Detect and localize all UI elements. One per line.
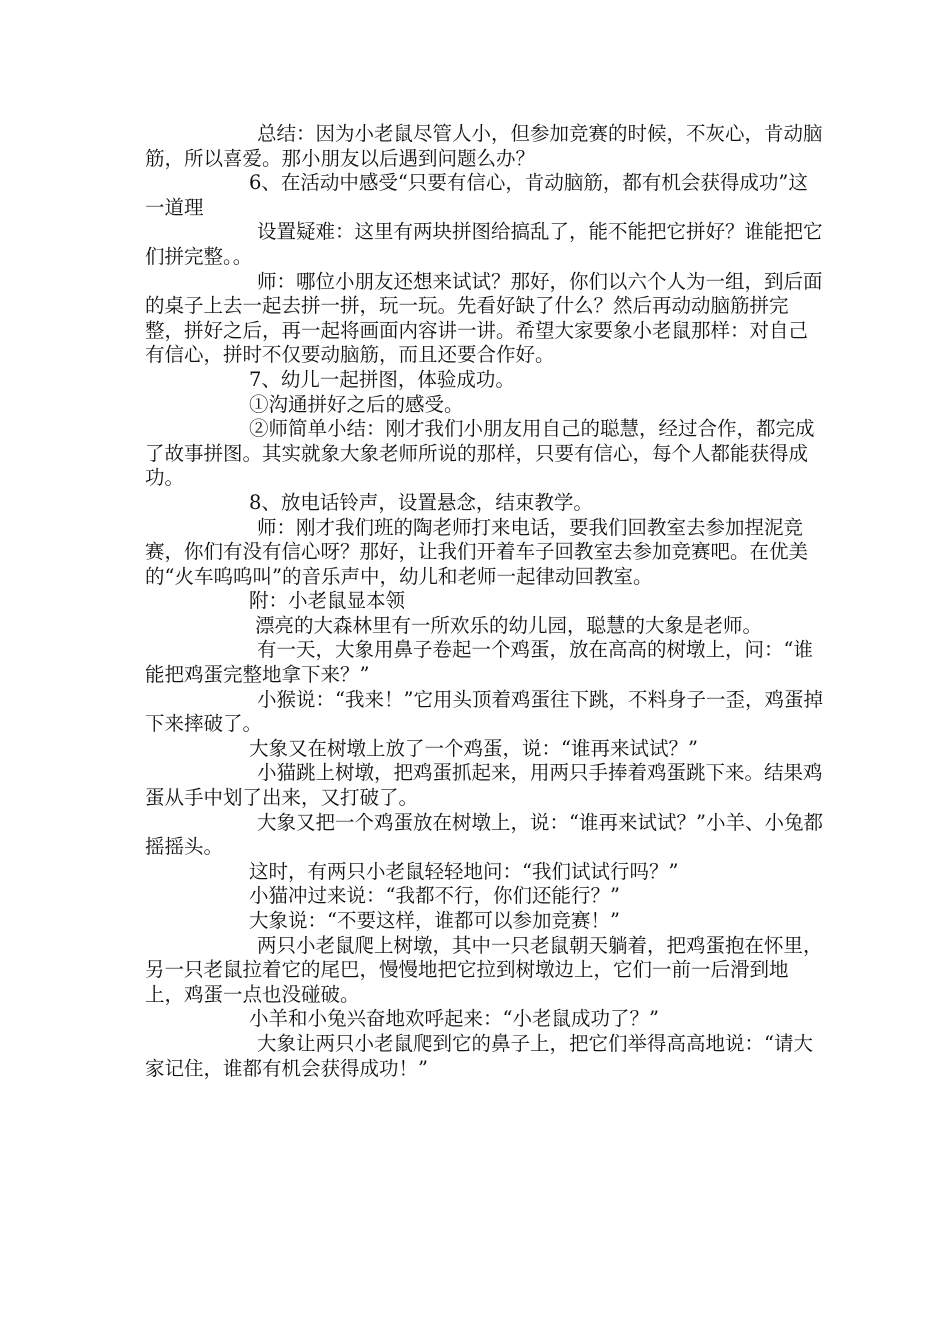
step-6-heading: 6、在活动中感受“只要有信心，肯动脑筋，都有机会获得成功”这一道理 xyxy=(145,171,808,219)
story-paragraph: 小猫冲过来说：“我都不行，你们还能行？” xyxy=(249,884,620,908)
step-7-heading: 7、幼儿一起拼图，体验成功。 xyxy=(249,367,515,391)
set-puzzle-paragraph: 设置疑难：这里有两块拼图给搞乱了，能不能把它拼好？谁能把它们拼完整。。 xyxy=(145,220,823,268)
appendix-title: 附：小老鼠显本领 xyxy=(249,589,406,613)
step-7-item-2: ②师简单小结：刚才我们小朋友用自己的聪慧，经过合作，都完成了故事拼图。其实就象大象老师所说的那样，只要有信心，每个人都能获得成功。 xyxy=(145,417,815,490)
story-paragraph: 大象说：“不要这样，谁都可以参加竞赛！” xyxy=(249,909,620,932)
story-paragraph: 大象又把一个鸡蛋放在树墩上，说：“谁再来试试？”小羊、小兔都摇摇头。 xyxy=(145,810,823,859)
story-paragraph: 大象又在树墩上放了一个鸡蛋，说：“谁再来试试？” xyxy=(249,736,698,760)
summary-paragraph: 总结：因为小老鼠尽管人小，但参加竞赛的时候，不灰心，肯动脑筋，所以喜爱。那小朋友以后遇到问题么办？ xyxy=(145,122,823,170)
step-7-item-1: ①沟通拼好之后的感受。 xyxy=(249,392,464,416)
story-paragraph: 小猫跳上树墩，把鸡蛋抓起来，用两只手捧着鸡蛋跳下来。结果鸡蛋从手中划了出来，又打破了。 xyxy=(145,761,823,810)
story-paragraph: 这时，有两只小老鼠轻轻地问：“我们试试行吗？” xyxy=(249,859,679,883)
story-paragraph: 有一天，大象用鼻子卷起一个鸡蛋，放在高高的树墩上，问：“谁能把鸡蛋完整地拿下来？” xyxy=(145,638,813,687)
story-paragraph: 小猴说：“我来！”它用头顶着鸡蛋往下跳，不料身子一歪，鸡蛋掉下来摔破了。 xyxy=(145,687,823,736)
step-8-heading: 8、放电话铃声，设置悬念，结束教学。 xyxy=(249,490,593,514)
teacher-closing-paragraph: 师：刚才我们班的陶老师打来电话，要我们回教室去参加捏泥竞赛，你们有没有信心呀？那好，让我们开着车子回教室去参加竞赛吧。在优美的“火车呜呜叫”的音乐声中，幼儿和老师一起律动回教室。 xyxy=(145,515,809,588)
story-paragraph: 两只小老鼠爬上树墩，其中一只老鼠朝天躺着，把鸡蛋抱在怀里，另一只老鼠拉着它的尾巴，慢慢地把它拉到树墩边上，它们一前一后滑到地上，鸡蛋一点也没碰破。 xyxy=(145,933,823,1006)
story-paragraph: 大象让两只小老鼠爬到它的鼻子上，把它们举得高高地说：“请大家记住，谁都有机会获得成功！” xyxy=(145,1031,813,1080)
story-paragraph: 小羊和小兔兴奋地欢呼起来：“小老鼠成功了？” xyxy=(249,1007,659,1031)
document-page xyxy=(145,122,825,1081)
story-paragraph: 漂亮的大森林里有一所欢乐的幼儿园，聪慧的大象是老师。 xyxy=(255,613,763,637)
teacher-puzzle-instruction: 师：哪位小朋友还想来试试？那好，你们以六个人为一组，到后面的桌子上去一起去拼一拼，玩一玩。先看好缺了什么？然后再动动脑筋拼完整，拼好之后，再一起将画面内容讲一讲。希望大家要象小老鼠那样：对自己有信心，拼时不仅要动脑筋，而且还要合作好。 xyxy=(145,269,823,367)
